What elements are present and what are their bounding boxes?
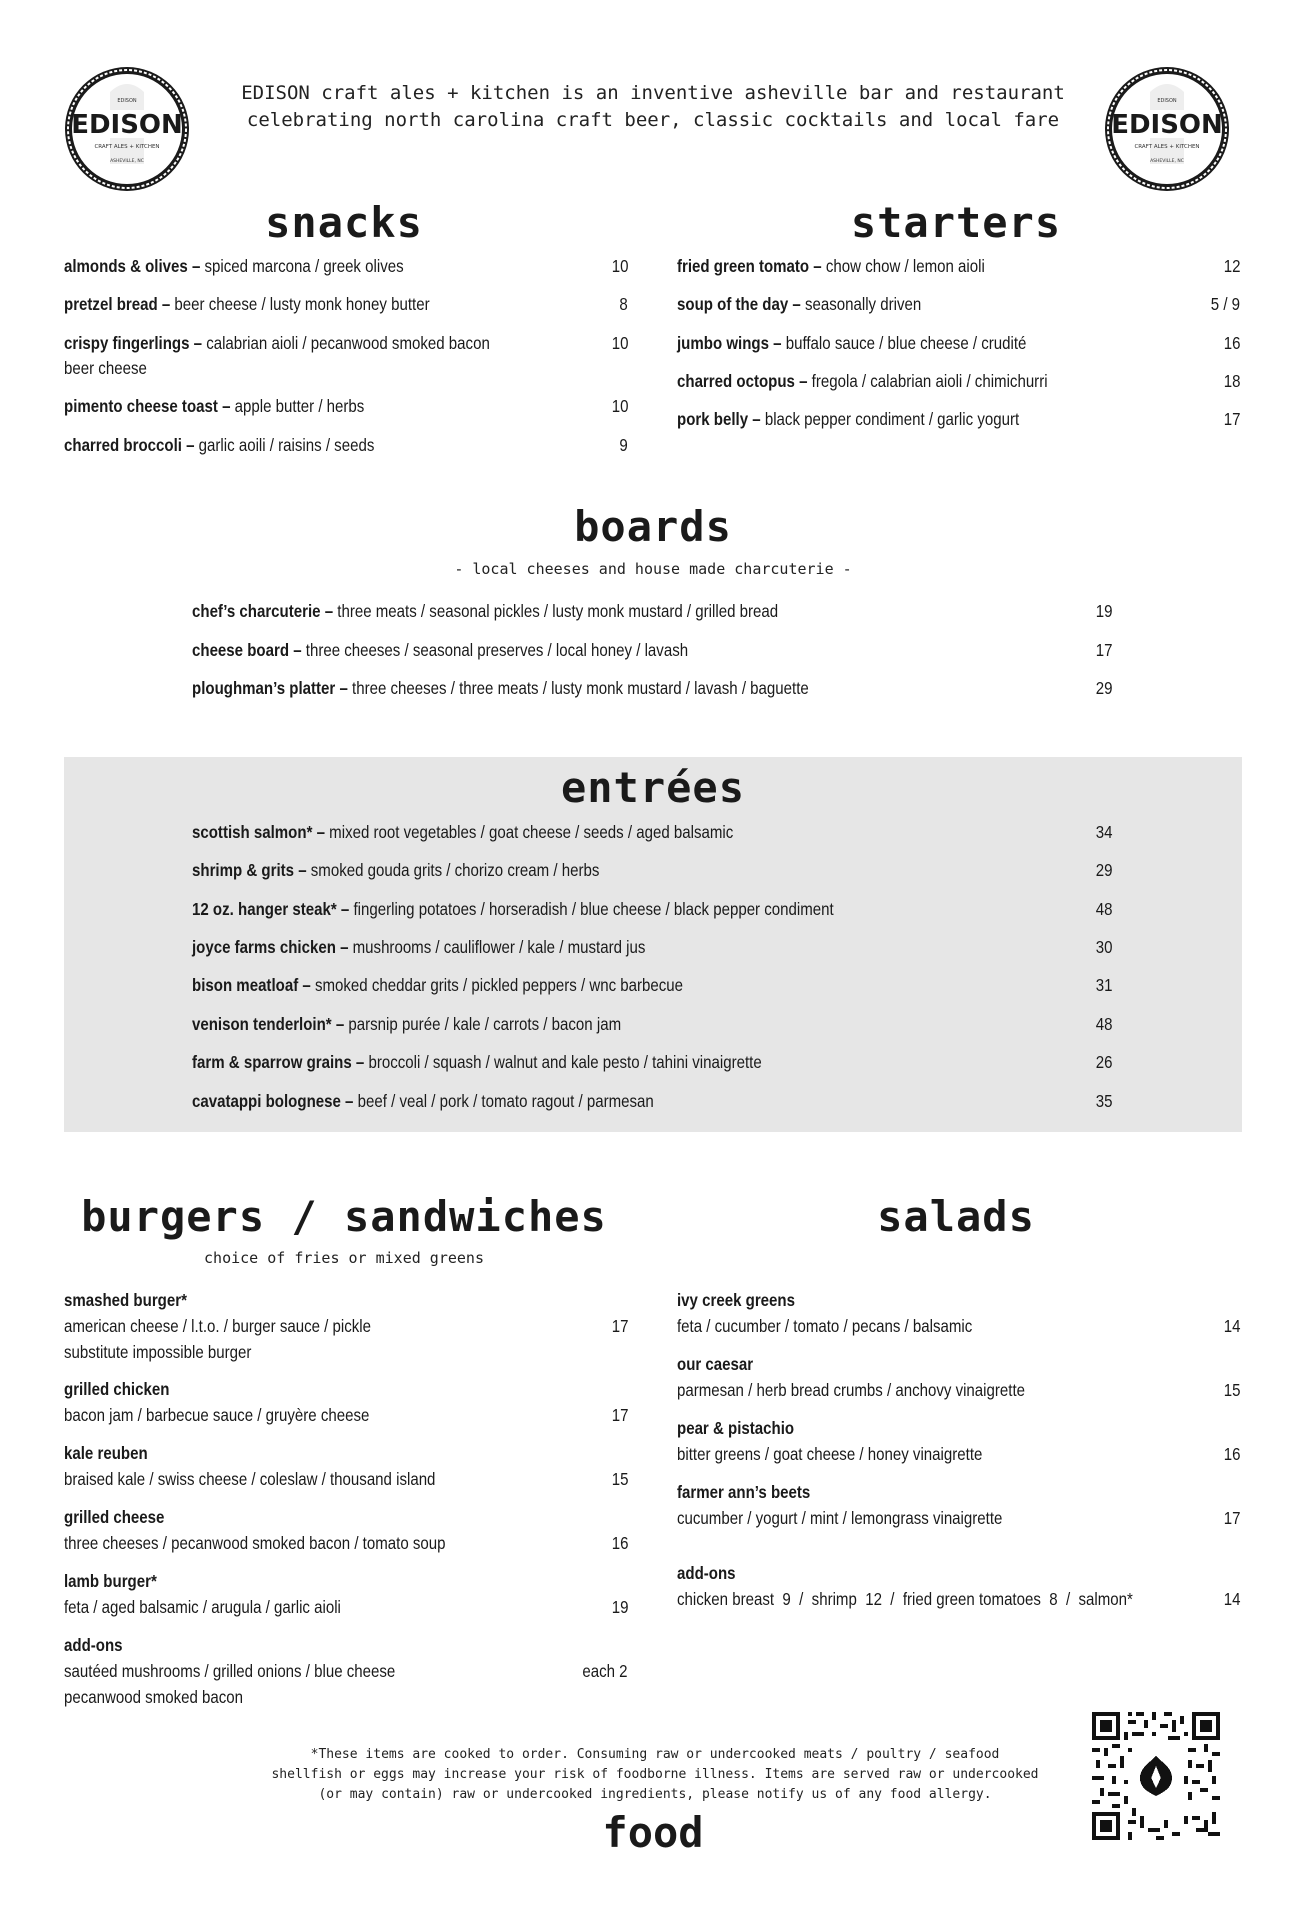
item-name: joyce farms chicken –: [192, 937, 349, 957]
item-desc: apple butter / herbs: [234, 396, 365, 416]
item-desc: feta / aged balsamic / arugula / garlic aioli: [64, 1597, 341, 1617]
item-desc-cont: beer cheese: [64, 358, 147, 378]
page-label: food: [602, 1808, 704, 1857]
logo-name-text: EDISON: [1111, 110, 1223, 140]
item-price: 16: [611, 1533, 628, 1553]
item-desc: broccoli / squash / walnut and kale pesto / tahini vinaigrette: [368, 1052, 762, 1072]
menu-item-line: [64, 256, 404, 277]
item-name: almonds & olives –: [64, 256, 201, 276]
item-price: 14: [1223, 1589, 1240, 1609]
item-name: fried green tomato –: [677, 256, 822, 276]
item-price: 16: [1223, 333, 1240, 353]
item-price: 26: [1095, 1052, 1112, 1072]
item-name: lamb burger*: [64, 1571, 157, 1591]
item-price: 16: [1223, 1444, 1240, 1464]
item-desc: seasonally driven: [804, 294, 922, 314]
item-desc: spiced marcona / greek olives: [204, 256, 404, 276]
item-price: each 2: [582, 1661, 628, 1681]
item-desc: three cheeses / three meats / lusty monk mustard / lavash / baguette: [352, 678, 809, 698]
logo-sub-text: CRAFT ALES + KITCHEN: [1134, 144, 1200, 150]
item-name: pork belly –: [677, 409, 761, 429]
item-name: chef’s charcuterie –: [192, 601, 334, 621]
item-name: grilled chicken: [64, 1379, 170, 1399]
allergy-footnote: [200, 1745, 1110, 1805]
item-desc: american cheese / l.t.o. / burger sauce / pickle: [64, 1316, 372, 1336]
burgers-subtitle: choice of fries or mixed greens: [204, 1249, 484, 1267]
item-name: ploughman’s platter –: [192, 678, 348, 698]
item-name: soup of the day –: [677, 294, 801, 314]
item-price: 48: [1095, 1014, 1112, 1034]
menu-item-line: [192, 822, 733, 843]
logo-top-text: EDISON: [117, 98, 137, 104]
menu-item-line: [677, 371, 1048, 392]
item-price: 10: [611, 256, 628, 276]
menu-item-line: [64, 396, 364, 417]
item-desc: beer cheese / lusty monk honey butter: [174, 294, 430, 314]
item-desc: smoked cheddar grits / pickled peppers / wnc barbecue: [314, 975, 684, 995]
boards-title: boards: [574, 502, 732, 551]
item-price: 15: [1223, 1380, 1240, 1400]
item-desc: three cheeses / pecanwood smoked bacon / tomato soup: [64, 1533, 446, 1553]
item-name: charred octopus –: [677, 371, 808, 391]
snacks-title: snacks: [265, 198, 423, 247]
qr-code-icon[interactable]: [1092, 1712, 1220, 1840]
menu-item-line: [64, 294, 430, 315]
item-desc: cucumber / yogurt / mint / lemongrass vinaigrette: [677, 1508, 1003, 1528]
item-desc: calabrian aioli / pecanwood smoked bacon: [206, 333, 490, 353]
item-desc: parsnip purée / kale / carrots / bacon jam: [348, 1014, 622, 1034]
logo-city-text: ASHEVILLE, NC: [110, 159, 144, 164]
menu-item-line: [192, 1014, 621, 1035]
menu-item-line: [677, 333, 1026, 354]
item-name: farm & sparrow grains –: [192, 1052, 365, 1072]
item-name: crispy fingerlings –: [64, 333, 203, 353]
item-price: 17: [1223, 1508, 1240, 1528]
starters-title: starters: [850, 198, 1062, 247]
item-desc: buffalo sauce / blue cheese / crudité: [785, 333, 1027, 353]
item-name: charred broccoli –: [64, 435, 195, 455]
item-name: our caesar: [677, 1354, 754, 1374]
item-name: farmer ann’s beets: [677, 1482, 811, 1502]
logo-city-text: ASHEVILLE, NC: [1150, 159, 1184, 164]
boards-subtitle: - local cheeses and house made charcuterie -: [454, 560, 852, 578]
item-name: cheese board –: [192, 640, 302, 660]
footnote-line-1: *These items are cooked to order. Consuming raw or undercooked meats / poultry / seafood: [310, 1747, 1000, 1762]
menu-item-line: [192, 601, 778, 622]
item-name: pretzel bread –: [64, 294, 171, 314]
item-desc: braised kale / swiss cheese / coleslaw / thousand island: [64, 1469, 436, 1489]
menu-item-line: [677, 409, 1019, 430]
tagline-line-2: celebrating north carolina craft beer, classic cocktails and local fare: [246, 109, 1060, 131]
item-desc: three cheeses / seasonal preserves / local honey / lavash: [305, 640, 689, 660]
item-price: 34: [1095, 822, 1112, 842]
menu-item-line: [677, 294, 921, 315]
item-price: 17: [611, 1405, 628, 1425]
item-desc: chicken breast 9 / shrimp 12 / fried green tomatoes 8 / salmon*: [677, 1589, 1133, 1609]
item-desc-cont: pecanwood smoked bacon: [64, 1687, 244, 1707]
edison-logo-right: [1102, 64, 1232, 194]
item-desc: bitter greens / goat cheese / honey vinaigrette: [677, 1444, 983, 1464]
menu-item-line: [192, 975, 683, 996]
item-desc: sautéed mushrooms / grilled onions / blue cheese: [64, 1661, 396, 1681]
footnote-line-3: (or may contain) raw or undercooked ingredients, please notify us of any food allergy.: [318, 1787, 992, 1802]
footnote-line-2: shellfish or eggs may increase your risk of foodborne illness. Items are served raw or undercooked: [271, 1767, 1039, 1782]
item-name: ivy creek greens: [677, 1290, 795, 1310]
item-price: 31: [1095, 975, 1112, 995]
menu-item-line: [64, 333, 490, 354]
menu-item-line: [192, 678, 809, 699]
item-price: 5 / 9: [1210, 294, 1240, 314]
menu-item-line: [192, 640, 688, 661]
menu-item-line: [192, 1091, 654, 1112]
salads-title: salads: [877, 1192, 1035, 1241]
menu-item-line: [64, 435, 374, 456]
item-price: 17: [611, 1316, 628, 1336]
item-price: 8: [619, 294, 628, 314]
item-price: 15: [611, 1469, 628, 1489]
item-price: 48: [1095, 899, 1112, 919]
item-desc: bacon jam / barbecue sauce / gruyère cheese: [64, 1405, 370, 1425]
item-price: 10: [611, 396, 628, 416]
item-price: 30: [1095, 937, 1112, 957]
item-desc: beef / veal / pork / tomato ragout / parmesan: [357, 1091, 654, 1111]
item-desc: parmesan / herb bread crumbs / anchovy vinaigrette: [677, 1380, 1026, 1400]
item-desc: fregola / calabrian aioli / chimichurri: [811, 371, 1048, 391]
item-name: bison meatloaf –: [192, 975, 311, 995]
item-desc: smoked gouda grits / chorizo cream / herbs: [310, 860, 600, 880]
item-price: 35: [1095, 1091, 1112, 1111]
item-price: 29: [1095, 860, 1112, 880]
item-desc: mixed root vegetables / goat cheese / seeds / aged balsamic: [329, 822, 734, 842]
item-desc: feta / cucumber / tomato / pecans / balsamic: [677, 1316, 973, 1336]
item-name: jumbo wings –: [677, 333, 782, 353]
item-name: shrimp & grits –: [192, 860, 307, 880]
tagline-line-1: EDISON craft ales + kitchen is an inventive asheville bar and restaurant: [241, 82, 1065, 104]
item-desc: fingerling potatoes / horseradish / blue cheese / black pepper condiment: [353, 899, 834, 919]
item-price: 9: [619, 435, 628, 455]
item-price: 19: [1095, 601, 1112, 621]
burgers-title: burgers / sandwiches: [81, 1192, 607, 1241]
item-desc: three meats / seasonal pickles / lusty monk mustard / grilled bread: [337, 601, 779, 621]
menu-item-line: [192, 860, 599, 881]
item-name: 12 oz. hanger steak* –: [192, 899, 350, 919]
item-price: 18: [1223, 371, 1240, 391]
item-name: grilled cheese: [64, 1507, 165, 1527]
entrees-title: entrées: [560, 763, 745, 812]
item-name: pear & pistachio: [677, 1418, 795, 1438]
item-desc: mushrooms / cauliflower / kale / mustard jus: [352, 937, 646, 957]
menu-item-line: [192, 937, 645, 958]
item-name: pimento cheese toast –: [64, 396, 231, 416]
item-price: 17: [1223, 409, 1240, 429]
item-desc: chow chow / lemon aioli: [825, 256, 985, 276]
item-name: add-ons: [677, 1563, 736, 1583]
menu-item-line: [192, 899, 834, 920]
item-price: 19: [611, 1597, 628, 1617]
logo-top-text: EDISON: [1157, 98, 1177, 104]
menu-item-line: [192, 1052, 762, 1073]
item-price: 10: [611, 333, 628, 353]
item-desc-cont: substitute impossible burger: [64, 1342, 252, 1362]
item-price: 29: [1095, 678, 1112, 698]
item-name: kale reuben: [64, 1443, 148, 1463]
item-name: scottish salmon* –: [192, 822, 325, 842]
item-name: add-ons: [64, 1635, 123, 1655]
item-desc: garlic aoili / raisins / seeds: [198, 435, 375, 455]
item-price: 14: [1223, 1316, 1240, 1336]
item-name: venison tenderloin* –: [192, 1014, 345, 1034]
menu-item-line: [677, 256, 985, 277]
item-desc: black pepper condiment / garlic yogurt: [764, 409, 1020, 429]
item-price: 12: [1223, 256, 1240, 276]
item-price: 17: [1095, 640, 1112, 660]
logo-sub-text: CRAFT ALES + KITCHEN: [94, 144, 160, 150]
item-name: cavatappi bolognese –: [192, 1091, 354, 1111]
logo-name-text: EDISON: [71, 110, 183, 140]
item-name: smashed burger*: [64, 1290, 187, 1310]
